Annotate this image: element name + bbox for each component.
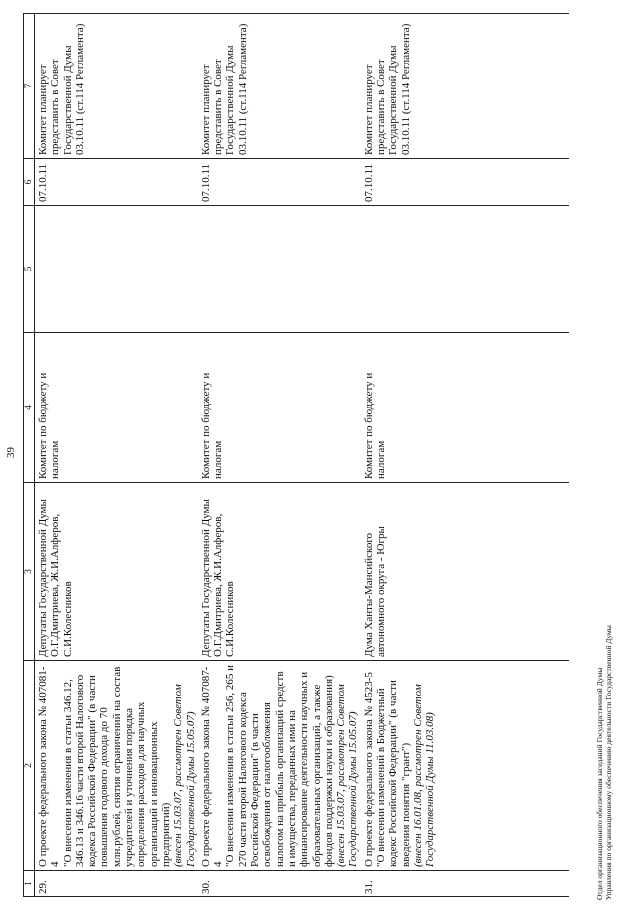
- status-cell: Комитет планирует представить в Совет Государственной Думы 03.10.11 (ст.114 Регламента): [198, 14, 361, 159]
- empty-cell: [198, 206, 361, 333]
- bill-cell: [361, 661, 569, 871]
- committee-cell: Комитет по бюджету и налогам: [361, 333, 569, 483]
- bill-title: О проекте федерального закона № 4523-5: [362, 672, 375, 867]
- footer-line: Отдел организационного обеспечения заседаний Государственной Думы: [595, 667, 604, 900]
- table-row: [198, 14, 361, 897]
- bill-title: О проекте федерального закона № 407087-4: [199, 666, 225, 867]
- row-number: 30.: [198, 871, 361, 897]
- committee-cell: Комитет по бюджету и налогам: [198, 333, 361, 483]
- bill-title: О проекте федерального закона № 407081-4: [37, 666, 62, 867]
- column-header: 6: [24, 159, 35, 206]
- bill-body: "О внесении изменения в статьи 346.12, 346.13 и 346.16 части второй Налогового кодекса Российской Федерации" (в части повышения годового дохода до 70 млн.рублей, снятия ограничений на состав учредителей и уточнения порядка определения расходов для научных организаций и инновационных предприятий): [61, 666, 172, 867]
- footer-line: Управления по организационному обеспечению деятельности Государственной Думы: [604, 625, 613, 900]
- empty-cell: [361, 206, 569, 333]
- table-row: [35, 14, 198, 897]
- footer: [595, 625, 613, 900]
- column-header: 7: [24, 14, 35, 159]
- status-cell: Комитет планирует представить в Совет Государственной Думы 03.10.11 (ст.114 Регламента): [361, 14, 569, 159]
- column-header: 5: [24, 206, 35, 333]
- empty-cell: [35, 206, 198, 333]
- bill-cell: [198, 661, 361, 871]
- column-header: 4: [24, 333, 35, 483]
- page-number: 39: [5, 447, 17, 458]
- bill-cell: [35, 661, 198, 871]
- bill-note: (внесен 16.01.08, рассмотрен Советом Государственной Думы 11.03.08): [411, 684, 437, 867]
- date-cell: 07.10.11: [361, 159, 569, 206]
- row-number: 29.: [35, 871, 198, 897]
- date-cell: 07.10.11: [35, 159, 198, 206]
- column-header: 1: [24, 871, 35, 897]
- bill-note: (внесен 15.03.07, рассмотрен Советом Государственной Думы 15.05.07): [172, 684, 197, 867]
- column-header: 3: [24, 483, 35, 661]
- author-cell: Дума Ханты-Мансийского автономного округа - Югры: [361, 483, 569, 661]
- table-row: [361, 14, 569, 897]
- date-cell: 07.10.11: [198, 159, 361, 206]
- column-header: 2: [24, 661, 35, 871]
- author-cell: Депутаты Государственной Думы О.Г.Дмитриева, Ж.И.Алферов, С.И.Колесников: [198, 483, 361, 661]
- status-cell: Комитет планирует представить в Совет Государственной Думы 03.10.11 (ст.114 Регламента): [35, 14, 198, 159]
- row-number: 31.: [361, 871, 569, 897]
- bill-note: (внесен 15.03.07, рассмотрен Советом Государственной Думы 15.05.07): [335, 684, 360, 867]
- bills-table: [23, 13, 569, 897]
- author-cell: Депутаты Государственной Думы О.Г.Дмитриева, Ж.И.Алферов, С.И.Колесников: [35, 483, 198, 661]
- bill-body: "О внесении изменений в Бюджетный кодекс Российской Федерации" (в части введения понятия "грант"): [375, 680, 412, 867]
- committee-cell: Комитет по бюджету и налогам: [35, 333, 198, 483]
- column-header-row: [24, 14, 35, 897]
- bill-body: "О внесении изменения в статьи 256, 265 и 270 части второй Налогового кодекса Российской Федерации" (в части освобождения от налогообложения налогом на прибыль организаций средств и имущества, переданных ими на финансирование деятельности научных и образовательных организаций, а также фондов поддержки науки и образования): [224, 665, 335, 867]
